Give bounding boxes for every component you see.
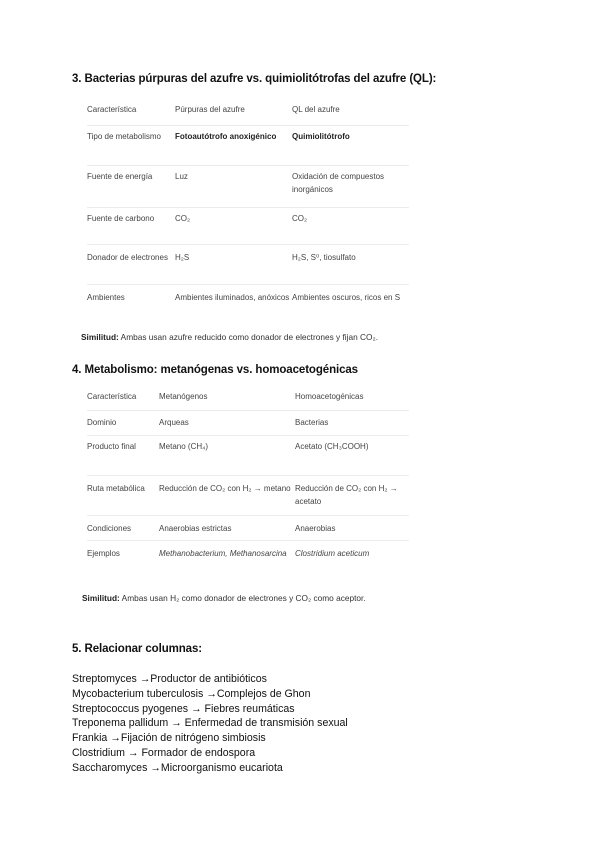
table-cell: Tipo de metabolismo	[87, 125, 175, 165]
table-header-row	[87, 390, 409, 410]
similarity-label: Similitud:	[82, 593, 120, 603]
table-cell: Ejemplos	[87, 548, 120, 558]
section-5-title: 5. Relacionar columnas:	[72, 643, 202, 655]
similarity-text: Ambas usan H₂ como donador de electrones y CO₂ como aceptor.	[121, 593, 366, 603]
similarity-note-3	[81, 332, 378, 342]
methanogens-vs-homoacetogens-table	[87, 390, 409, 572]
table-cell: Methanobacterium, Methanosarcina	[159, 548, 287, 558]
table-cell: Ambientes	[87, 292, 125, 302]
table-cell: H₂S	[175, 244, 292, 284]
list-item: Streptomyces →Productor de antibióticos	[72, 673, 267, 685]
table-cell: Fuente de energía	[87, 165, 175, 207]
table-cell: Condiciones	[87, 515, 159, 540]
header-cell: Característica	[87, 103, 175, 125]
table-cell: Anaerobias estrictas	[159, 515, 295, 540]
header-cell: Púrpuras del azufre	[175, 103, 292, 125]
table-row	[87, 540, 409, 572]
table-cell: Anaerobias	[295, 515, 409, 540]
section-4-title: 4. Metabolismo: metanógenas vs. homoacetogénicas	[72, 364, 358, 376]
list-item: Mycobacterium tuberculosis →Complejos de Ghon	[72, 687, 311, 700]
table-cell: Clostridium aceticum	[295, 548, 370, 558]
table-row	[87, 125, 409, 165]
match-columns-list	[72, 672, 348, 776]
table-row	[87, 410, 409, 435]
table-row	[87, 475, 409, 515]
table-cell: CO₂	[292, 207, 409, 244]
list-item: Streptococcus pyogenes → Fiebres reumáticas	[72, 702, 295, 715]
table-row	[87, 165, 409, 207]
table-cell: Metano (CH₄)	[159, 435, 295, 475]
similarity-text: Ambas usan azufre reducido como donador de electrones y fijan CO₂.	[120, 332, 378, 342]
table-cell: Ambientes oscuros, ricos en S	[292, 292, 401, 302]
table-cell: Producto final	[87, 435, 159, 475]
table-cell: Ruta metabólica	[87, 475, 159, 515]
list-item: Saccharomyces →Microorganismo eucariota	[72, 761, 283, 774]
table-header-row	[87, 103, 409, 125]
header-cell: QL del azufre	[292, 103, 409, 125]
table-cell: Fuente de carbono	[87, 207, 175, 244]
table-cell: Reducción de CO₂ con H₂ → metano	[159, 475, 295, 515]
section-3-title: 3. Bacterias púrpuras del azufre vs. quimiolitótrofas del azufre (QL):	[72, 73, 437, 85]
list-item: Treponema pallidum → Enfermedad de transmisión sexual	[72, 717, 348, 730]
table-row	[87, 515, 409, 540]
table-cell: Ambientes iluminados, anóxicos	[175, 292, 290, 302]
similarity-note-4	[82, 593, 366, 603]
table-row	[87, 207, 409, 244]
table-cell: Bacterias	[295, 410, 409, 435]
table-row	[87, 435, 409, 475]
table-cell: Arqueas	[159, 410, 295, 435]
table-cell: Luz	[175, 165, 292, 207]
table-cell: Oxidación de compuestos inorgánicos	[292, 165, 409, 207]
table-cell: H₂S, S⁰, tiosulfato	[292, 244, 409, 284]
table-cell: Dominio	[87, 410, 159, 435]
table-cell: Fotoautótrofo anoxigénico	[175, 125, 292, 165]
table-row	[87, 284, 409, 316]
header-cell: Homoacetogénicas	[295, 390, 409, 410]
purple-vs-ql-table	[87, 103, 409, 316]
table-cell: CO₂	[175, 207, 292, 244]
table-row	[87, 244, 409, 284]
list-item: Clostridium → Formador de endospora	[72, 746, 256, 759]
header-cell: Metanógenos	[159, 390, 295, 410]
header-cell: Característica	[87, 390, 159, 410]
similarity-label: Similitud:	[81, 332, 119, 342]
list-item: Frankia →Fijación de nitrógeno simbiosis	[72, 732, 266, 745]
table-cell: Donador de electrones	[87, 244, 175, 284]
table-cell: Reducción de CO₂ con H₂ → acetato	[295, 475, 409, 515]
table-cell: Acetato (CH₃COOH)	[295, 435, 409, 475]
table-cell: Quimiolitótrofo	[292, 125, 409, 165]
